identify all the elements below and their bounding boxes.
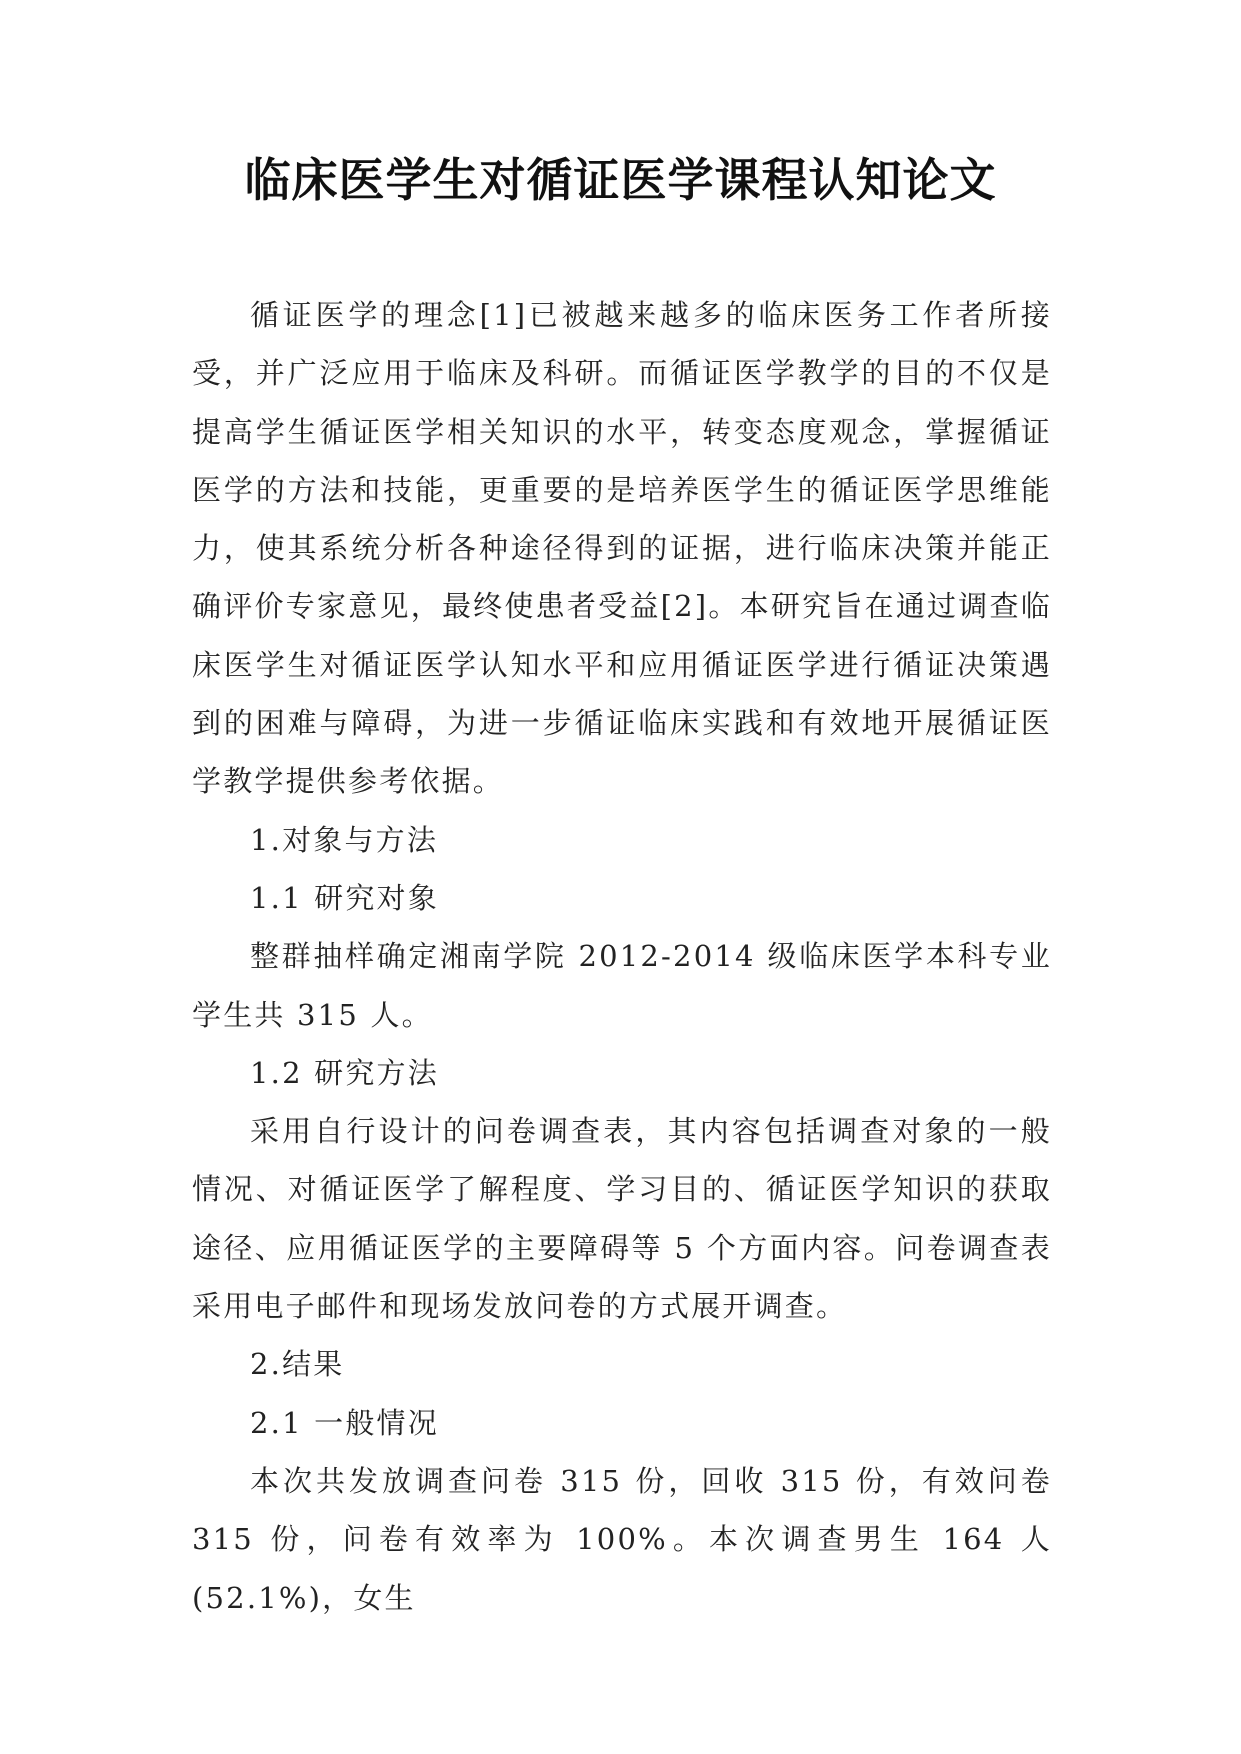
document-body	[192, 286, 1052, 1627]
research-subjects-paragraph: 整群抽样确定湘南学院 2012-2014 级临床医学本科专业学生共 315 人。	[192, 939, 1052, 1032]
research-methods-paragraph: 采用自行设计的问卷调查表，其内容包括调查对象的一般情况、对循证医学了解程度、学习目的、循证医学知识的获取途径、应用循证医学的主要障碍等 5 个方面内容。问卷调查表采用电子邮件和现场发放问卷的方式展开调查。	[192, 1114, 1052, 1324]
section-heading-objects-methods: 1.对象与方法	[250, 822, 439, 857]
subsection-heading-research-methods: 1.2 研究方法	[250, 1055, 439, 1090]
intro-paragraph: 循证医学的理念[1]已被越来越多的临床医务工作者所接受，并广泛应用于临床及科研。而循证医学教学的目的不仅是提高学生循证医学相关知识的水平，转变态度观念，掌握循证医学的方法和技能，更重要的是培养医学生的循证医学思维能力，使其系统分析各种途径得到的证据，进行临床决策并能正确评价专家意见，最终使患者受益[2]。本研究旨在通过调查临床医学生对循证医学认知水平和应用循证医学进行循证决策遇到的困难与障碍，为进一步循证临床实践和有效地开展循证医学教学提供参考依据。	[192, 298, 1052, 799]
document-title: 临床医学生对循证医学课程认知论文	[244, 153, 997, 207]
general-situation-paragraph: 本次共发放调查问卷 315 份，回收 315 份，有效问卷 315 份，问卷有效率为 100%。本次调查男生 164 人(52.1%)，女生	[192, 1463, 1052, 1615]
section-heading-results: 2.结果	[250, 1347, 345, 1382]
subsection-heading-research-subjects: 1.1 研究对象	[250, 880, 439, 915]
subsection-heading-general-situation: 2.1 一般情况	[250, 1405, 439, 1440]
